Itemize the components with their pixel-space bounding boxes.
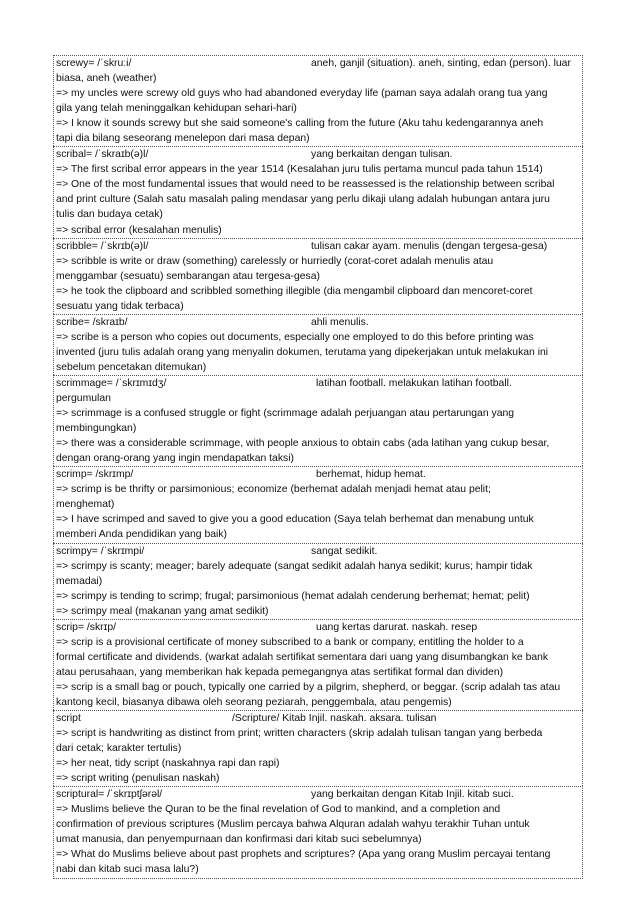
entry-line: => scribble is write or draw (something) carelessly or hurriedly (corat-coret adalah menulis atau [56,255,494,267]
entry-line: kantong kecil, biasanya dibawa oleh seorang peziarah, penggembala, atau pengemis) [56,696,452,708]
entry-line: menghemat) [56,499,115,511]
entry-line: dari cetak; karakter tertulis) [56,743,182,755]
entry-meaning: berhemat, hidup hemat. [316,469,426,481]
entry-word: scrimmage= /ˈskrɪmɪdʒ/ [56,377,167,389]
entry-line: menggambar (sesuatu) sembarangan atau tergesa-gesa) [56,270,320,282]
entry-line: => scrimmage is a confused struggle or fight (scrimmage adalah perjuangan atau pertarungan yang [56,408,515,420]
entry-line: => my uncles were screwy old guys who had abandoned everyday life (paman saya adalah orang tua yang [56,88,548,100]
entry-line: => scrimpy meal (makanan yang amat sedikit) [56,605,269,617]
entry-line: membingungkan) [56,423,137,435]
entry-word: scribal= /ˈskraɪb(ə)l/ [56,149,149,161]
entry-meaning: uang kertas darurat. naskah. resep [316,621,478,633]
entry-line: => script writing (penulisan naskah) [56,773,220,785]
entry-script [53,710,583,786]
entry-head [56,620,580,635]
entry-meaning: yang berkaitan dengan Kitab Injil. kitab suci. [311,789,514,801]
entry-head [56,544,580,559]
entry-line: => scrimpy is scanty; meager; barely adequate (sangat sedikit adalah hanya sedikit; kurus; hampir tidak [56,560,533,572]
entry-head [56,376,580,391]
entry-scrimmage [53,375,583,466]
entry-line: => One of the most fundamental issues that would need to be reassessed is the relationship between scribal [56,179,555,191]
entry-scrip [53,619,583,710]
entry-line: => The first scribal error appears in the year 1514 (Kesalahan juru tulis pertama muncul pada tahun 1514) [56,164,543,176]
entry-head [56,56,580,71]
entry-line: sesuatu yang tidak terbaca) [56,300,184,312]
entry-line: memberi Anda pendidikan yang baik) [56,529,227,541]
entry-line: atau perusahaan, yang memberikan hak kepada pemegangnya atas sertifikat formal dan dividen) [56,666,504,678]
entry-line: => he took the clipboard and scribbled something illegible (dia mengambil clipboard dan mencoret-coret [56,285,533,297]
entry-scrimp [53,466,583,542]
entry-meaning: yang berkaitan dengan tulisan. [311,149,453,161]
entry-line: nabi dan kitab suci masa lalu?) [56,864,199,876]
entry-scriptural [53,786,583,878]
entry-line: => scribal error (kesalahan menulis) [56,224,222,236]
entry-line: confirmation of previous scriptures (Muslim percaya bahwa Alquran adalah wahyu terakhir Tuhan untuk [56,819,530,831]
entry-line: pergumulan [56,393,111,405]
entry-line: => scrip is a provisional certificate of money subscribed to a bank or company, entitling the holder to a [56,636,524,648]
entry-scribe [53,314,583,375]
entry-meaning: tulisan cakar ayam. menulis (dengan tergesa-gesa) [311,240,548,252]
entry-line: => Muslims believe the Quran to be the final revelation of God to mankind, and a completion and [56,804,501,816]
entry-head [56,315,580,330]
entry-scrimpy [53,543,583,619]
entry-line: => I know it sounds screwy but she said someone's calling from the future (Aku tahu kedengarannya aneh [56,118,544,130]
entry-line: => scribe is a person who copies out documents, especially one employed to do this before printing was [56,331,534,343]
entry-line: => her neat, tidy script (naskahnya rapi dan rapi) [56,758,280,770]
entry-head [56,239,580,254]
entry-scribble [53,238,583,314]
entry-line: => scrimpy is tending to scrimp; frugal; parsimonious (hemat adalah cenderung berhemat; hemat; pelit) [56,590,530,602]
entry-word: scrip= /skrɪp/ [56,621,116,633]
entry-line: gila yang telah meninggalkan kehidupan sehari-hari) [56,103,297,115]
entry-line: => What do Muslims believe about past prophets and scriptures? (Apa yang orang Muslim percayai tentang [56,849,551,861]
entry-head [56,711,580,726]
entry-line: invented (juru tulis adalah orang yang menyalin dokumen, terutama yang dipekerjakan untuk melakukan ini [56,346,549,358]
entry-meaning: sangat sedikit. [311,545,378,557]
entry-meaning: aneh, ganjil (situation). aneh, sinting, edan (person). luar [311,58,571,69]
entry-word: scriptural= /ˈskrɪptʃərəl/ [56,789,163,801]
entry-line: umat manusia, dan penyempurnaan dan konfirmasi dari kitab suci sebelumnya) [56,834,422,846]
entry-line: tapi dia bilang seseorang menelepon dari masa depan) [56,133,310,145]
entry-meaning: /Scripture/ Kitab Injil. naskah. aksara. tulisan [232,713,437,725]
entry-meaning: latihan football. melakukan latihan football. [316,377,512,389]
entry-line: biasa, aneh (weather) [56,73,157,85]
entry-word: script [56,713,81,725]
entry-line: sebelum pencetakan ditemukan) [56,361,207,373]
entry-line: => I have scrimped and saved to give you a good education (Saya telah berhemat dan menabung untuk [56,514,534,526]
entry-line: => scrip is a small bag or pouch, typically one carried by a pilgrim, shepherd, or beggar. (scrip adalah tas atau [56,681,561,693]
entry-word: scribe= /skraɪb/ [56,316,128,328]
entry-screwy [53,55,583,146]
entry-head [56,467,580,482]
entry-word: screwy= /ˈskruːi/ [56,58,132,69]
entry-word: scrimpy= /ˈskrɪmpi/ [56,545,145,557]
entry-head [56,147,580,162]
dictionary-page [53,55,583,879]
entry-line: dengan orang-orang yang ingin mendapatkan taksi) [56,453,294,465]
entry-line: and print culture (Salah satu masalah paling mendasar yang perlu dikaji ulang adalah hubungan antara juru [56,194,550,206]
entry-meaning: ahli menulis. [311,316,369,328]
entry-word: scribble= /ˈskrɪb(ə)l/ [56,240,149,252]
entry-line: memadai) [56,575,103,587]
entry-line: => there was a considerable scrimmage, with people anxious to obtain cabs (ada latihan yang cukup besar, [56,438,550,450]
entry-word: scrimp= /skrɪmp/ [56,469,134,481]
entry-line: => scrimp is be thrifty or parsimonious; economize (berhemat adalah menjadi hemat atau pelit; [56,484,491,496]
entry-line: formal certificate and dividends. (warkat adalah sertifikat sementara dari uang yang disumbangkan ke bank [56,651,549,663]
entry-line: => script is handwriting as distinct from print; written characters (skrip adalah tulisan tangan yang berbeda [56,728,543,740]
entry-line: tulis dan budaya cetak) [56,209,163,221]
entry-scribal [53,146,583,237]
entry-head [56,787,580,802]
